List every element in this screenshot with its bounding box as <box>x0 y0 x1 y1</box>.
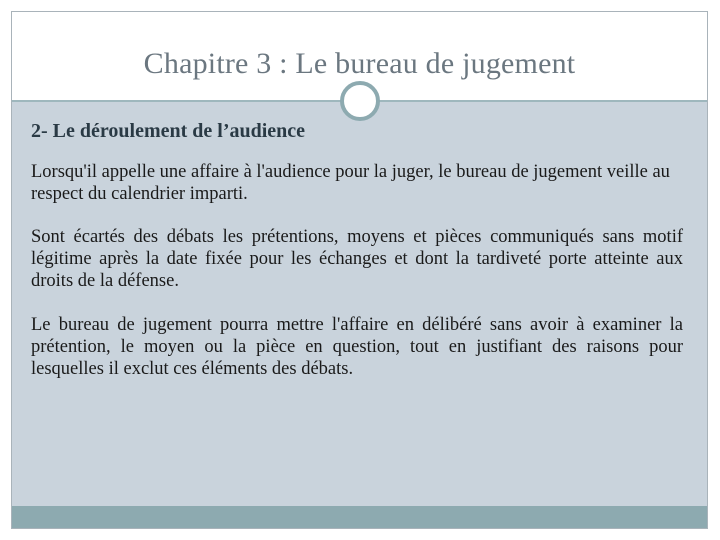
paragraph-2: Sont écartés des débats les prétentions, moyens et pièces communiqués sans motif légitime après la date fixée pour les échanges et dont la tardiveté porte atteinte aux droits de la défense. <box>31 227 683 291</box>
footer-bar <box>12 506 707 528</box>
circle-ornament-icon <box>340 81 380 121</box>
section-heading: 2- Le déroulement de l’audience <box>31 120 306 142</box>
slide <box>11 11 708 529</box>
slide-title: Chapitre 3 : Le bureau de jugement <box>143 47 576 80</box>
slide-content <box>31 120 683 380</box>
paragraph-3: Le bureau de jugement pourra mettre l'affaire en délibéré sans avoir à examiner la prétention, le moyen ou la pièce en question, tout en justifiant des raisons pour lesquelles il exclut ces éléments des débats. <box>31 315 683 379</box>
paragraph-1: Lorsqu'il appelle une affaire à l'audience pour la juger, le bureau de jugement veille au respect du calendrier imparti. <box>31 162 670 204</box>
